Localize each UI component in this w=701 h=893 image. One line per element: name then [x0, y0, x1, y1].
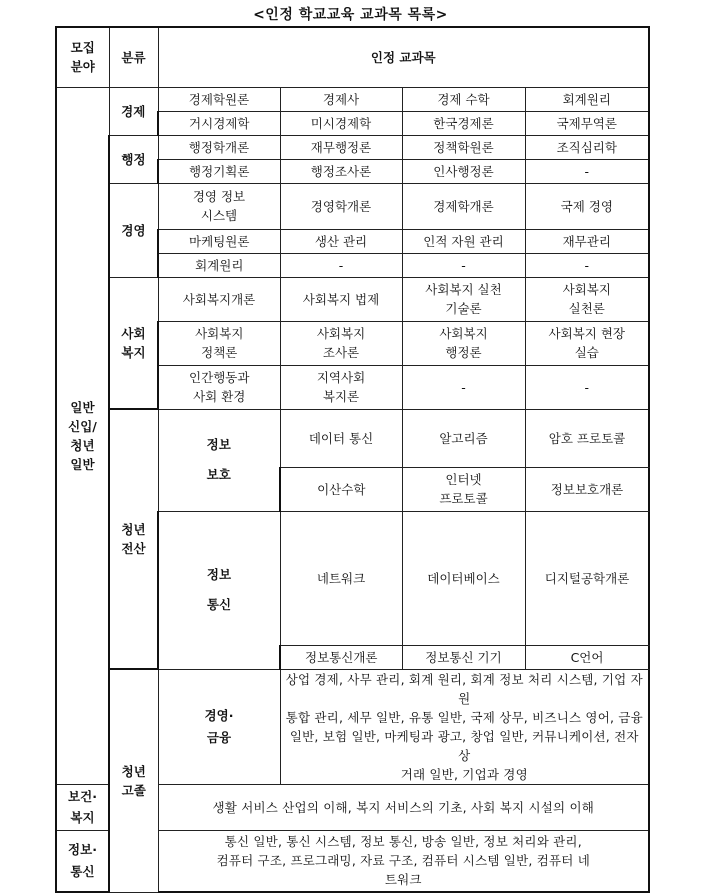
course-list-info-communication: 통신 일반, 통신 시스템, 정보 통신, 방송 일반, 정보 처리와 관리, 컴퓨터 구조, 프로그래밍, 자료 구조, 컴퓨터 시스템 일반, 컴퓨터 네 트워크 [158, 830, 649, 892]
course-cell: - [525, 365, 649, 409]
course-cell: 사회복지 현장 실습 [525, 321, 649, 365]
course-cell: 경제 수학 [402, 87, 525, 111]
course-cell: 정보통신 기기 [402, 645, 525, 669]
course-cell: 인사행정론 [402, 159, 525, 183]
course-cell: 사회복지 실천 기술론 [402, 277, 525, 321]
course-cell: 국제 경영 [525, 183, 649, 229]
course-cell: 디지털공학개론 [525, 511, 649, 645]
course-cell: 인간행동과 사회 환경 [158, 365, 280, 409]
course-cell: 경제학개론 [402, 183, 525, 229]
course-cell: 사회복지 정책론 [158, 321, 280, 365]
course-cell: - [525, 253, 649, 277]
course-cell: 지역사회 복지론 [280, 365, 402, 409]
subcategory-management: 경영 [109, 183, 158, 277]
course-cell: 인터넷 프로토콜 [402, 467, 525, 511]
course-cell: 사회복지 행정론 [402, 321, 525, 365]
header-classification: 분류 [109, 27, 158, 87]
category-highschool: 청년 고졸 [109, 669, 158, 892]
course-cell: 정책학원론 [402, 135, 525, 159]
subcategory-info-communication: 정보· 통신 [56, 830, 109, 892]
course-cell: 경영 정보 시스템 [158, 183, 280, 229]
course-cell: 행정학개론 [158, 135, 280, 159]
course-cell: - [525, 159, 649, 183]
table-row [56, 409, 649, 467]
course-cell: 사회복지 법제 [280, 277, 402, 321]
course-cell: 생산 관리 [280, 229, 402, 253]
table-row [56, 277, 649, 321]
document-title: <인정 학교교육 교과목 목록> [253, 7, 448, 23]
header-courses: 인정 교과목 [158, 27, 649, 87]
course-list-business-finance: 상업 경제, 사무 관리, 회계 원리, 회계 정보 처리 시스템, 기업 자원 통합 관리, 세무 일반, 유통 일반, 국제 상무, 비즈니스 영어, 금융 일반, 보험 일반, 마케팅과 광고, 창업 일반, 커뮤니케이션, 전자 상 거래 일반, 기업과 경영 [280, 669, 649, 784]
course-cell: - [402, 253, 525, 277]
subcategory-business-finance: 경영· 금융 [158, 669, 280, 784]
course-cell: - [402, 365, 525, 409]
course-table [55, 26, 650, 893]
course-cell: 정보보호개론 [525, 467, 649, 511]
header-row [56, 27, 649, 87]
subcategory-health-welfare: 보건· 복지 [56, 784, 109, 830]
subcategory-information-communication: 정보 통신 [158, 511, 280, 669]
subcategory-information-security: 정보 보호 [158, 409, 280, 511]
course-cell: C언어 [525, 645, 649, 669]
course-cell: 이산수학 [280, 467, 402, 511]
course-cell: 암호 프로토콜 [525, 409, 649, 467]
course-cell: 데이터베이스 [402, 511, 525, 645]
course-cell: 행정기획론 [158, 159, 280, 183]
course-cell: 사회복지 실천론 [525, 277, 649, 321]
course-cell: 사회복지개론 [158, 277, 280, 321]
course-cell: 행정조사론 [280, 159, 402, 183]
course-cell: 거시경제학 [158, 111, 280, 135]
category-general: 일반 신입/ 청년 일반 [56, 87, 109, 784]
course-cell: 한국경제론 [402, 111, 525, 135]
course-cell: 회계원리 [525, 87, 649, 111]
course-cell: 사회복지 조사론 [280, 321, 402, 365]
course-cell: - [280, 253, 402, 277]
course-cell: 경제사 [280, 87, 402, 111]
course-cell: 국제무역론 [525, 111, 649, 135]
course-cell: 인적 자원 관리 [402, 229, 525, 253]
table-row [56, 183, 649, 229]
course-cell: 경영학개론 [280, 183, 402, 229]
course-cell: 조직심리학 [525, 135, 649, 159]
subcategory-administration: 행정 [109, 135, 158, 183]
course-cell: 네트워크 [280, 511, 402, 645]
table-row [56, 669, 649, 784]
table-row [56, 135, 649, 159]
course-cell: 데이터 통신 [280, 409, 402, 467]
course-cell: 재무관리 [525, 229, 649, 253]
table-row [56, 87, 649, 111]
course-cell: 알고리즘 [402, 409, 525, 467]
course-cell: 경제학원론 [158, 87, 280, 111]
course-cell: 회계원리 [158, 253, 280, 277]
category-it: 청년 전산 [109, 409, 158, 669]
subcategory-economics: 경제 [109, 87, 158, 135]
course-cell: 정보통신개론 [280, 645, 402, 669]
header-recruit-field: 모집 분야 [56, 27, 109, 87]
course-cell: 마케팅원론 [158, 229, 280, 253]
subcategory-social-welfare: 사회 복지 [109, 277, 158, 409]
course-list-health-welfare: 생활 서비스 산업의 이해, 복지 서비스의 기초, 사회 복지 시설의 이해 [158, 784, 649, 830]
course-cell: 재무행정론 [280, 135, 402, 159]
course-cell: 미시경제학 [280, 111, 402, 135]
